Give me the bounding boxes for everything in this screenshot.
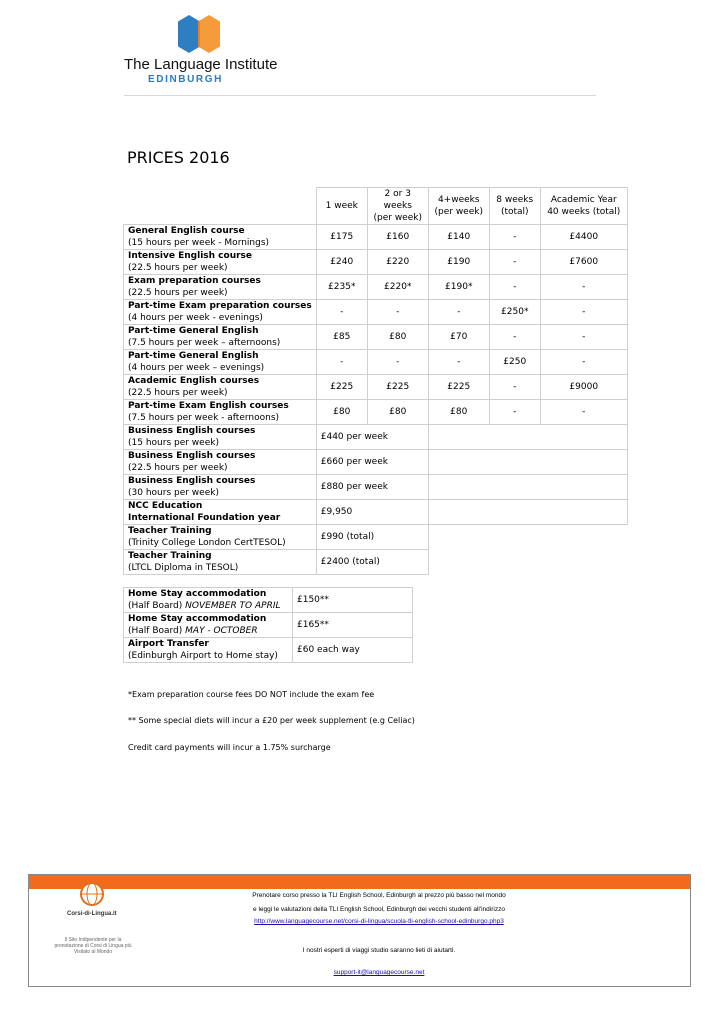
price-cell: £190* (428, 275, 489, 300)
course-cell (124, 450, 317, 475)
price-cell: - (540, 400, 627, 425)
price-row (124, 275, 628, 300)
service-price-cell: £60 each way (293, 638, 413, 663)
course-name: Part-time General English (128, 326, 259, 336)
service-detail: (Edinburgh Airport to Home stay) (128, 651, 278, 661)
course-cell (124, 275, 317, 300)
course-detail: (22.5 hours per week) (128, 388, 228, 398)
course-cell (124, 550, 317, 575)
header-cell: 2 or 3 weeks (per week) (367, 188, 428, 225)
price-cell: - (489, 325, 540, 350)
price-cell: £250* (489, 300, 540, 325)
price-cell: £7600 (540, 250, 627, 275)
price-table-header (124, 188, 628, 225)
price-cell: - (489, 225, 540, 250)
price-row (124, 325, 628, 350)
footer-line-1: Prenotare corso presso la TLI English School, Edinburgh al prezzo più basso nel mondo (252, 892, 506, 899)
flat-price-row (124, 425, 628, 450)
course-detail: (LTCL Diploma in TESOL) (128, 563, 239, 573)
course-name: Part-time General English (128, 351, 259, 361)
course-detail: (7.5 hours per week - afternoons) (128, 413, 280, 423)
course-name: Business English courses (128, 426, 256, 436)
header-cell: 1 week (316, 188, 367, 225)
support-email-link[interactable]: support-it@languagecourse.net (333, 969, 425, 976)
price-cell: £235* (316, 275, 367, 300)
price-cell: - (540, 275, 627, 300)
service-detail: (Half Board) NOVEMBER TO APRIL (128, 601, 281, 611)
course-name: Academic English courses (128, 376, 260, 386)
course-detail: (Trinity College London CertTESOL) (128, 538, 286, 548)
service-price-cell: £150** (293, 588, 413, 613)
page-title: PRICES 2016 (127, 148, 230, 167)
flat-price-cell: £2400 (total) (316, 550, 428, 575)
course-cell (124, 375, 317, 400)
price-cell: - (540, 300, 627, 325)
course-cell (124, 400, 317, 425)
flat-price-row (124, 525, 628, 550)
price-cell: - (540, 350, 627, 375)
service-name: Home Stay accommodation (128, 589, 267, 599)
price-cell: £80 (428, 400, 489, 425)
footer-line-2: e leggi le valutazioni della TLI English School, Edinburgh dei vecchi studenti all'indirizzo (253, 906, 505, 913)
flat-price-cell: £990 (total) (316, 525, 428, 550)
course-name: Teacher Training (128, 551, 212, 561)
service-price-cell: £165** (293, 613, 413, 638)
footer-email-line (189, 969, 569, 976)
header-empty-cell (124, 188, 317, 225)
course-detail: (7.5 hours per week – afternoons) (128, 338, 281, 348)
course-cell (124, 475, 317, 500)
price-cell: £190 (428, 250, 489, 275)
course-cell (124, 250, 317, 275)
service-name: Airport Transfer (128, 639, 209, 649)
course-detail: (22.5 hours per week) (128, 463, 228, 473)
note-exam-fee: *Exam preparation course fees DO NOT include the exam fee (128, 690, 375, 699)
footer-banner (28, 874, 691, 987)
footer-accent-bar (29, 875, 690, 889)
empty-cell (428, 550, 627, 575)
price-cell: £9000 (540, 375, 627, 400)
extras-row (124, 638, 413, 663)
extras-table (123, 587, 413, 663)
empty-cell (428, 500, 627, 525)
course-name: Business English courses (128, 476, 256, 486)
price-cell: - (428, 300, 489, 325)
course-cell (124, 525, 317, 550)
course-name: Part-time Exam preparation courses (128, 301, 312, 311)
price-row (124, 300, 628, 325)
price-cell: - (489, 375, 540, 400)
course-name: General English course (128, 226, 245, 236)
flat-price-row (124, 550, 628, 575)
empty-cell (428, 475, 627, 500)
service-cell (124, 588, 293, 613)
price-cell: - (316, 300, 367, 325)
price-cell: £220* (367, 275, 428, 300)
header-cell: 4+weeks (per week) (428, 188, 489, 225)
service-name: Home Stay accommodation (128, 614, 267, 624)
price-row (124, 350, 628, 375)
hexagon-logo-icon (176, 14, 228, 54)
course-detail: (15 hours per week) (128, 438, 219, 448)
price-cell: £80 (367, 325, 428, 350)
price-cell: - (428, 350, 489, 375)
course-cell (124, 500, 317, 525)
price-cell: £80 (367, 400, 428, 425)
service-cell (124, 613, 293, 638)
footer-line-3: I nostri esperti di viaggi studio saranno lieti di aiutarti. (302, 947, 456, 954)
course-name: NCC Education (128, 501, 203, 511)
header-divider (124, 95, 596, 96)
service-cell (124, 638, 293, 663)
note-card-surcharge: Credit card payments will incur a 1.75% surcharge (128, 743, 331, 752)
price-row (124, 250, 628, 275)
course-detail: (15 hours per week - Mornings) (128, 238, 270, 248)
flat-price-cell: £880 per week (316, 475, 428, 500)
school-review-link[interactable]: http://www.languagecourse.net/corsi-di-lingua/scuola-tli-english-school-edinburgo.php3 (254, 918, 504, 925)
flat-price-row (124, 475, 628, 500)
price-cell: £225 (316, 375, 367, 400)
course-cell (124, 225, 317, 250)
empty-cell (428, 450, 627, 475)
course-cell (124, 425, 317, 450)
price-cell: £70 (428, 325, 489, 350)
price-cell: - (367, 300, 428, 325)
price-cell: £4400 (540, 225, 627, 250)
course-detail: (4 hours per week – evenings) (128, 363, 265, 373)
price-cell: £175 (316, 225, 367, 250)
header-cell: 8 weeks (total) (489, 188, 540, 225)
price-cell: £225 (367, 375, 428, 400)
price-cell: - (489, 275, 540, 300)
price-cell: - (489, 400, 540, 425)
logo-name: The Language Institute (124, 56, 278, 73)
course-name: Teacher Training (128, 526, 212, 536)
note-special-diets: ** Some special diets will incur a £20 per week supplement (e.g Celiac) (128, 716, 415, 725)
price-table (123, 187, 628, 575)
course-name: Exam preparation courses (128, 276, 261, 286)
course-cell (124, 300, 317, 325)
price-cell: - (540, 325, 627, 350)
extras-row (124, 588, 413, 613)
extras-row (124, 613, 413, 638)
flat-price-cell: £440 per week (316, 425, 428, 450)
price-cell: £140 (428, 225, 489, 250)
course-cell (124, 350, 317, 375)
flat-price-row (124, 500, 628, 525)
footer-tagline: Il Sito Indipendente per la prenotazione di Corsi di Lingua più Visitato al Mondo (54, 937, 132, 955)
empty-cell (428, 425, 627, 450)
price-cell: - (316, 350, 367, 375)
course-detail: (22.5 hours per week) (128, 288, 228, 298)
price-row (124, 375, 628, 400)
flat-price-cell: £660 per week (316, 450, 428, 475)
price-cell: £225 (428, 375, 489, 400)
price-cell: £220 (367, 250, 428, 275)
logo-city: EDINBURGH (148, 74, 223, 85)
price-cell: - (489, 250, 540, 275)
price-cell: - (367, 350, 428, 375)
footer-link-line (189, 918, 569, 925)
price-cell: £85 (316, 325, 367, 350)
service-detail: (Half Board) MAY - OCTOBER (128, 626, 258, 636)
course-cell (124, 325, 317, 350)
price-cell: £80 (316, 400, 367, 425)
institute-logo (124, 14, 278, 86)
empty-cell (428, 525, 627, 550)
globe-icon (79, 881, 105, 907)
course-name: Part-time Exam English courses (128, 401, 289, 411)
course-detail: (30 hours per week) (128, 488, 219, 498)
header-cell: Academic Year 40 weeks (total) (540, 188, 627, 225)
course-name: Business English courses (128, 451, 256, 461)
course-detail: (22.5 hours per week) (128, 263, 228, 273)
course-detail: (4 hours per week - evenings) (128, 313, 263, 323)
course-name: Intensive English course (128, 251, 253, 261)
price-cell: £240 (316, 250, 367, 275)
flat-price-cell: £9,950 (316, 500, 428, 525)
course-detail: International Foundation year (128, 513, 281, 523)
price-cell: £250 (489, 350, 540, 375)
price-cell: £160 (367, 225, 428, 250)
footer-brand: Corsi-di-Lingua.it (67, 911, 117, 917)
price-row (124, 400, 628, 425)
price-row (124, 225, 628, 250)
flat-price-row (124, 450, 628, 475)
